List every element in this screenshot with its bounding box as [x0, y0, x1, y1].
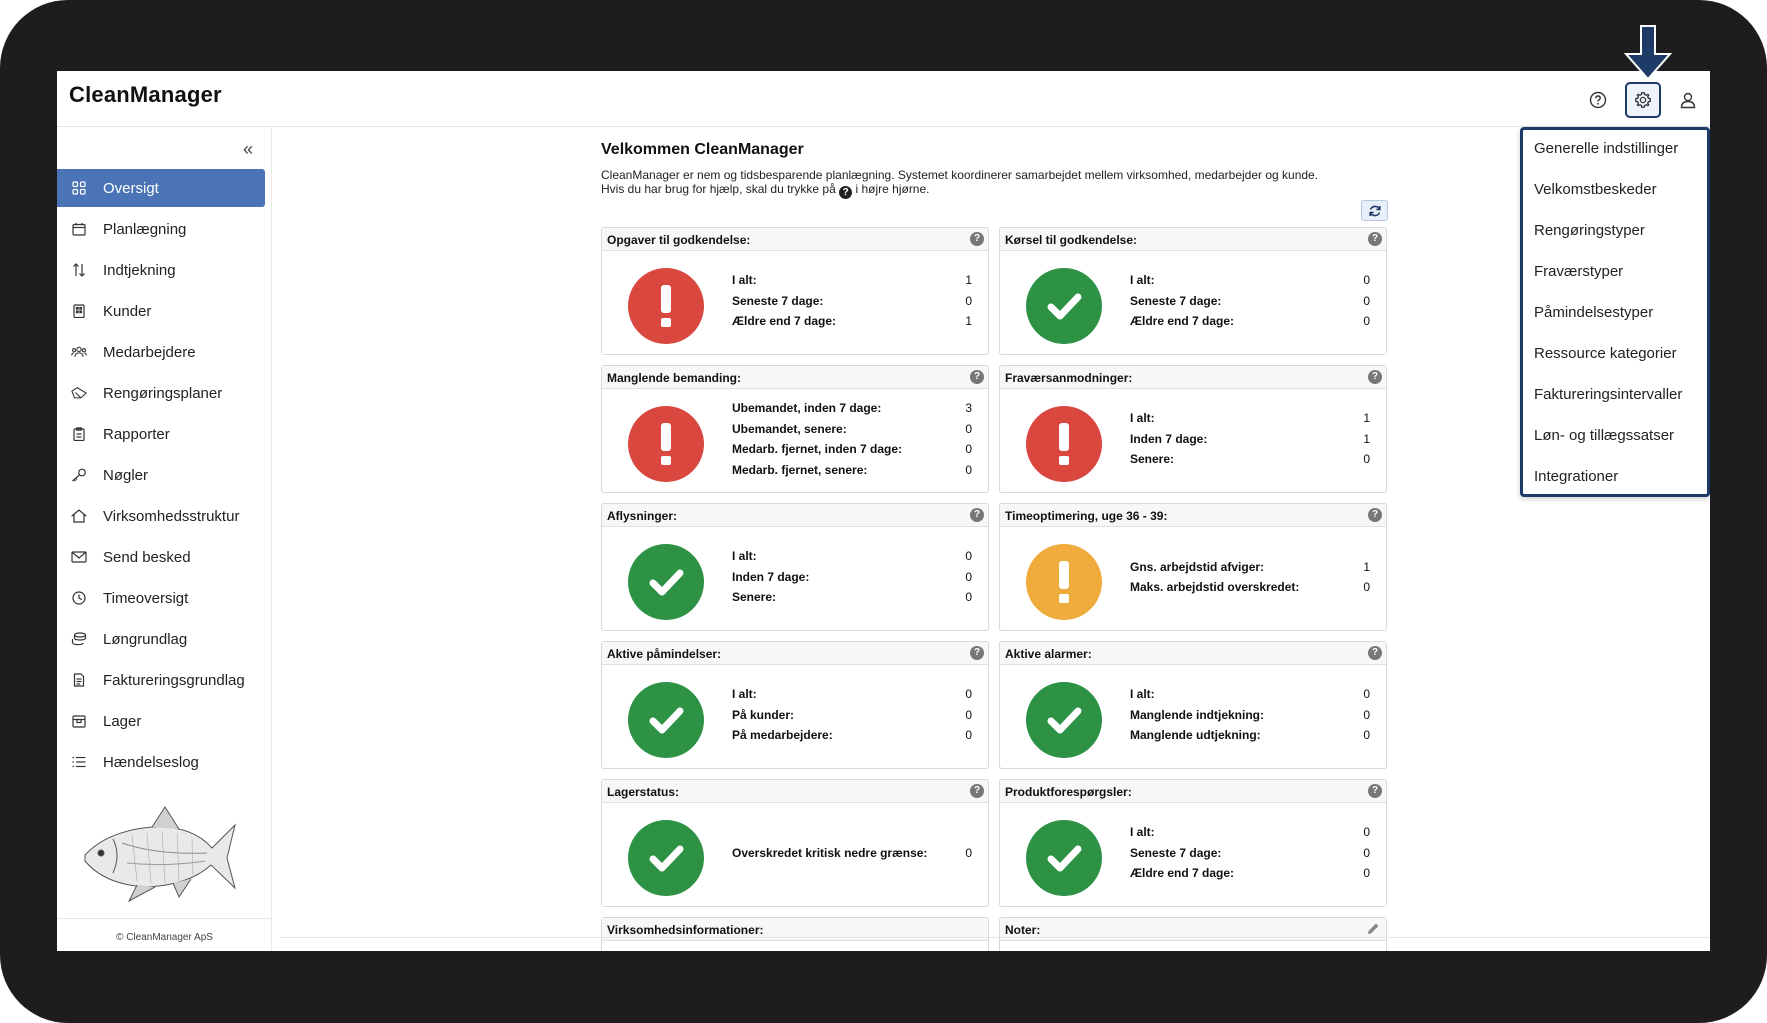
stat-value: 1 — [965, 273, 972, 288]
sidebar-nav — [57, 169, 265, 784]
stat-label: Senere: — [732, 590, 777, 605]
page-title: Velkommen CleanManager — [601, 141, 804, 158]
dashboard-card — [999, 227, 1387, 355]
checkmark-status-icon — [628, 682, 704, 758]
stat-row — [1130, 580, 1370, 601]
checkmark-status-icon — [628, 820, 704, 896]
card-title — [1000, 642, 1386, 665]
stat-value: 0 — [1363, 314, 1370, 329]
user-icon — [1679, 91, 1697, 109]
stat-label: Overskredet kritisk nedre grænse: — [732, 845, 928, 860]
stat-label: Ældre end 7 dage: — [1130, 314, 1235, 329]
card-stats — [1130, 560, 1370, 601]
card-virksomhedsinformationer — [601, 917, 989, 951]
card-stats — [732, 401, 972, 483]
card-help-icon[interactable]: ? — [970, 784, 984, 798]
stat-row — [1130, 825, 1370, 846]
stat-row — [1130, 294, 1370, 315]
card-help-icon[interactable]: ? — [970, 646, 984, 660]
stat-label: Seneste 7 dage: — [1130, 293, 1222, 308]
settings-button[interactable] — [1625, 82, 1661, 118]
sidebar-item-label: Løngrundlag — [103, 630, 188, 648]
stat-label: Ældre end 7 dage: — [1130, 866, 1235, 881]
clipboard-icon — [71, 426, 87, 442]
sidebar-item-noegler[interactable] — [57, 456, 265, 494]
sidebar-item-rapporter[interactable] — [57, 415, 265, 453]
sidebar-item-label: Rapporter — [103, 425, 170, 443]
stat-value: 0 — [965, 845, 972, 860]
stat-value: 0 — [965, 442, 972, 456]
eraser-icon — [71, 385, 87, 401]
stat-label: Manglende indtjekning: — [1130, 707, 1264, 722]
card-stats — [732, 846, 972, 867]
card-help-icon[interactable]: ? — [1368, 370, 1382, 384]
menu-item-loen-og-tillaegssatser[interactable]: Løn- og tillægssatser — [1534, 427, 1675, 444]
menu-item-ressource-kategorier[interactable]: Ressource kategorier — [1534, 345, 1677, 362]
settings-dropdown-menu — [1520, 127, 1710, 497]
grid-icon — [71, 180, 87, 196]
stat-value: 0 — [1363, 866, 1370, 881]
user-button[interactable] — [1670, 82, 1706, 118]
envelope-icon — [71, 549, 87, 565]
checkmark-status-icon — [628, 544, 704, 620]
stat-row — [732, 708, 972, 729]
card-title-text: Lagerstatus: — [607, 785, 680, 799]
exclamation-status-icon — [1026, 406, 1102, 482]
dashboard-card — [601, 227, 989, 355]
card-help-icon[interactable]: ? — [1368, 508, 1382, 522]
dashboard-card — [999, 779, 1387, 907]
stat-label: I alt: — [1130, 273, 1155, 288]
stat-label: I alt: — [1130, 825, 1155, 840]
exclamation-status-icon — [628, 406, 704, 482]
app-title: CleanManager — [69, 82, 222, 107]
card-help-icon[interactable]: ? — [1368, 784, 1382, 798]
stat-row — [1130, 452, 1370, 473]
dashboard-card — [601, 503, 989, 631]
card-title — [1000, 504, 1386, 527]
dashboard-card — [999, 365, 1387, 493]
checkmark-status-icon — [1026, 268, 1102, 344]
card-stats — [732, 687, 972, 749]
stat-row — [732, 401, 972, 422]
card-title-text: Aktive påmindelser: — [607, 647, 722, 661]
stat-value: 0 — [1363, 293, 1370, 308]
stat-label: Medarb. fjernet, inden 7 dage: — [732, 442, 903, 456]
sidebar-item-label: Faktureringsgrundlag — [103, 671, 245, 689]
menu-item-faktureringsintervaller[interactable]: Faktureringsintervaller — [1534, 386, 1683, 403]
stat-row — [732, 846, 972, 867]
stat-value: 0 — [965, 569, 972, 584]
stat-value: 3 — [965, 401, 972, 415]
menu-item-velkomstbeskeder[interactable]: Velkomstbeskeder — [1534, 181, 1657, 198]
stat-label: Maks. arbejdstid overskredet: — [1130, 580, 1300, 594]
card-title-text: Produktforespørgsler: — [1005, 785, 1132, 799]
card-stats — [1130, 825, 1370, 887]
stat-label: Senere: — [1130, 452, 1175, 467]
sidebar-item-label: Rengøringsplaner — [103, 384, 223, 402]
stat-row — [732, 314, 972, 335]
dashboard-card — [999, 503, 1387, 631]
stat-row — [732, 442, 972, 463]
card-title — [602, 228, 988, 251]
card-help-icon[interactable]: ? — [970, 232, 984, 246]
stat-value: 1 — [1363, 559, 1370, 574]
sidebar-item-planlaegning[interactable] — [57, 210, 265, 248]
stat-label: Inden 7 dage: — [732, 569, 810, 584]
card-stats — [1130, 687, 1370, 749]
sidebar-item-indtjekning[interactable] — [57, 251, 265, 289]
card-stats — [732, 549, 972, 611]
fish-illustration — [77, 803, 237, 903]
exclamation-status-icon — [628, 268, 704, 344]
sidebar-item-timeoversigt[interactable] — [57, 579, 265, 617]
stat-row — [732, 590, 972, 611]
card-title-text: Kørsel til godkendelse: — [1005, 233, 1138, 247]
stat-row — [732, 463, 972, 484]
card-help-icon[interactable]: ? — [970, 508, 984, 522]
sidebar-item-kunder[interactable] — [57, 292, 265, 330]
menu-item-paamindelsestyper[interactable]: Påmindelsestyper — [1534, 304, 1654, 321]
stat-value: 0 — [1363, 452, 1370, 467]
dashboard-card — [999, 641, 1387, 769]
sidebar-item-label: Timeoversigt — [103, 589, 189, 607]
menu-item-integrationer[interactable]: Integrationer — [1534, 468, 1619, 485]
card-title-text: Manglende bemanding: — [607, 371, 742, 385]
stat-row — [1130, 411, 1370, 432]
stat-value: 0 — [965, 549, 972, 564]
stat-row — [732, 294, 972, 315]
card-title — [602, 780, 988, 803]
sidebar — [57, 127, 272, 951]
card-title-text: Noter: — [1005, 923, 1041, 937]
sidebar-item-rengoeringsplaner[interactable] — [57, 374, 265, 412]
stat-row — [1130, 708, 1370, 729]
calendar-icon — [71, 221, 87, 237]
sidebar-item-label: Planlægning — [103, 220, 187, 238]
stat-value: 0 — [965, 590, 972, 605]
refresh-icon — [1368, 204, 1382, 218]
card-title — [1000, 228, 1386, 251]
checkmark-status-icon — [1026, 682, 1102, 758]
intro-line-2-pre: Hvis du har brug for hjælp, skal du trykke på — [601, 182, 836, 196]
stat-row — [732, 687, 972, 708]
stat-row — [1130, 432, 1370, 453]
sidebar-item-loengrundlag[interactable] — [57, 620, 265, 658]
sidebar-item-label: Oversigt — [103, 179, 159, 197]
home-icon — [71, 508, 87, 524]
building-icon — [71, 303, 87, 319]
stat-value: 0 — [965, 687, 972, 702]
sidebar-item-haendelseslog[interactable] — [57, 743, 265, 781]
stat-label: Seneste 7 dage: — [1130, 845, 1222, 860]
footer-divider — [281, 937, 1710, 938]
stat-value: 0 — [965, 462, 972, 477]
sidebar-item-label: Indtjekning — [103, 261, 176, 279]
sidebar-item-label: Kunder — [103, 302, 152, 320]
card-noter — [999, 917, 1387, 951]
stat-label: Medarb. fjernet, senere: — [732, 462, 868, 477]
stat-row — [732, 570, 972, 591]
welcome-text — [601, 168, 1391, 199]
sidebar-item-faktureringsgrundlag[interactable] — [57, 661, 265, 699]
card-title-text: Aktive alarmer: — [1005, 647, 1092, 661]
card-stats — [1130, 273, 1370, 335]
menu-item-rengoeringstyper[interactable]: Rengøringstyper — [1534, 222, 1645, 239]
box-icon — [71, 713, 87, 729]
sidebar-item-label: Virksomhedsstruktur — [103, 507, 240, 525]
stat-value: 0 — [965, 421, 972, 436]
card-help-icon[interactable]: ? — [970, 370, 984, 384]
key-icon — [71, 467, 87, 483]
stat-row — [732, 549, 972, 570]
sidebar-item-label: Medarbejdere — [103, 343, 196, 361]
stat-label: På medarbejdere: — [732, 728, 833, 743]
card-stats — [1130, 411, 1370, 473]
stat-label: I alt: — [732, 687, 757, 702]
copyright-text: © CleanManager ApS — [57, 918, 272, 951]
sidebar-item-medarbejdere[interactable] — [57, 333, 265, 371]
gear-icon — [1634, 91, 1652, 109]
card-title — [1000, 366, 1386, 389]
stat-label: Ældre end 7 dage: — [732, 314, 837, 329]
dashboard-card — [601, 641, 989, 769]
stat-row — [1130, 314, 1370, 335]
stat-label: I alt: — [732, 273, 757, 288]
card-stats — [732, 273, 972, 335]
stat-row — [732, 728, 972, 749]
stat-label: På kunder: — [732, 707, 795, 722]
stat-value: 1 — [1363, 431, 1370, 446]
stat-value: 0 — [965, 728, 972, 743]
exclamation-status-icon — [1026, 544, 1102, 620]
card-title — [602, 366, 988, 389]
intro-line-2 — [601, 182, 1391, 199]
intro-line-2-post: i højre hjørne. — [855, 182, 930, 196]
card-help-icon[interactable]: ? — [1368, 646, 1382, 660]
stat-label: I alt: — [1130, 687, 1155, 702]
invoice-icon — [71, 672, 87, 688]
dashboard-card — [601, 365, 989, 493]
card-help-icon[interactable]: ? — [1368, 232, 1382, 246]
card-title — [602, 642, 988, 665]
sidebar-item-label: Nøgler — [103, 466, 149, 484]
card-title-text: Timeoptimering, uge 36 - 39: — [1005, 509, 1168, 523]
stat-label: Ubemandet, senere: — [732, 421, 847, 436]
help-icon — [1589, 91, 1607, 109]
stat-row — [1130, 687, 1370, 708]
sidebar-item-oversigt[interactable] — [57, 169, 265, 207]
menu-item-generelle-indstillinger[interactable]: Generelle indstillinger — [1534, 140, 1679, 157]
stat-value: 0 — [1363, 707, 1370, 722]
sidebar-item-label: Send besked — [103, 548, 191, 566]
stat-label: Inden 7 dage: — [1130, 431, 1208, 446]
sidebar-item-label: Hændelseslog — [103, 753, 199, 771]
stat-label: I alt: — [1130, 411, 1155, 426]
menu-item-fravaerstyper[interactable]: Fraværstyper — [1534, 263, 1624, 280]
stat-label: Ubemandet, inden 7 dage: — [732, 401, 882, 415]
app-window — [57, 71, 1710, 951]
intro-line-1: CleanManager er nem og tidsbesparende planlægning. Systemet koordinerer samarbejdet mellem virksomhed, medarbejder og kunde. — [601, 168, 1319, 182]
card-title — [1000, 780, 1386, 803]
help-button[interactable] — [1580, 82, 1616, 118]
clock-icon — [71, 590, 87, 606]
stat-row — [732, 422, 972, 443]
top-bar — [57, 71, 1710, 127]
stat-row — [732, 273, 972, 294]
sidebar-item-virksomhedsstruktur[interactable] — [57, 497, 265, 535]
stat-row — [1130, 846, 1370, 867]
card-title-text: Virksomhedsinformationer: — [607, 923, 764, 937]
checkmark-status-icon — [1026, 820, 1102, 896]
stat-row — [1130, 560, 1370, 581]
edit-pencil-icon[interactable] — [1366, 922, 1380, 936]
help-inline-icon: ? — [839, 186, 852, 199]
stat-value: 0 — [965, 707, 972, 722]
stat-value: 0 — [1363, 687, 1370, 702]
stat-value: 1 — [1363, 411, 1370, 426]
stat-label: Gns. arbejdstid afviger: — [1130, 559, 1265, 574]
list-icon — [71, 754, 87, 770]
coins-icon — [71, 631, 87, 647]
collapse-sidebar-button[interactable]: « — [243, 139, 254, 159]
stat-label: I alt: — [732, 549, 757, 564]
stat-value: 1 — [965, 314, 972, 329]
dashboard-card — [601, 779, 989, 907]
stat-value: 0 — [1363, 845, 1370, 860]
card-title-text: Aflysninger: — [607, 509, 678, 523]
sidebar-item-label: Lager — [103, 712, 142, 730]
stat-row — [1130, 866, 1370, 887]
card-title-text: Fraværsanmodninger: — [1005, 371, 1133, 385]
sidebar-item-lager[interactable] — [57, 702, 265, 740]
people-icon — [71, 344, 87, 360]
stat-label: Seneste 7 dage: — [732, 293, 824, 308]
stat-row — [1130, 273, 1370, 294]
stat-value: 0 — [965, 293, 972, 308]
stat-label: Manglende udtjekning: — [1130, 728, 1261, 743]
sidebar-item-send-besked[interactable] — [57, 538, 265, 576]
stat-value: 0 — [1363, 273, 1370, 288]
arrows-updown-icon — [71, 262, 87, 278]
stat-value: 0 — [1363, 825, 1370, 840]
refresh-button[interactable] — [1361, 200, 1388, 221]
stat-row — [1130, 728, 1370, 749]
pointer-arrow-annotation — [1622, 24, 1674, 82]
stat-value: 0 — [1363, 580, 1370, 594]
card-title-text: Opgaver til godkendelse: — [607, 233, 751, 247]
stat-value: 0 — [1363, 728, 1370, 743]
card-title — [602, 504, 988, 527]
